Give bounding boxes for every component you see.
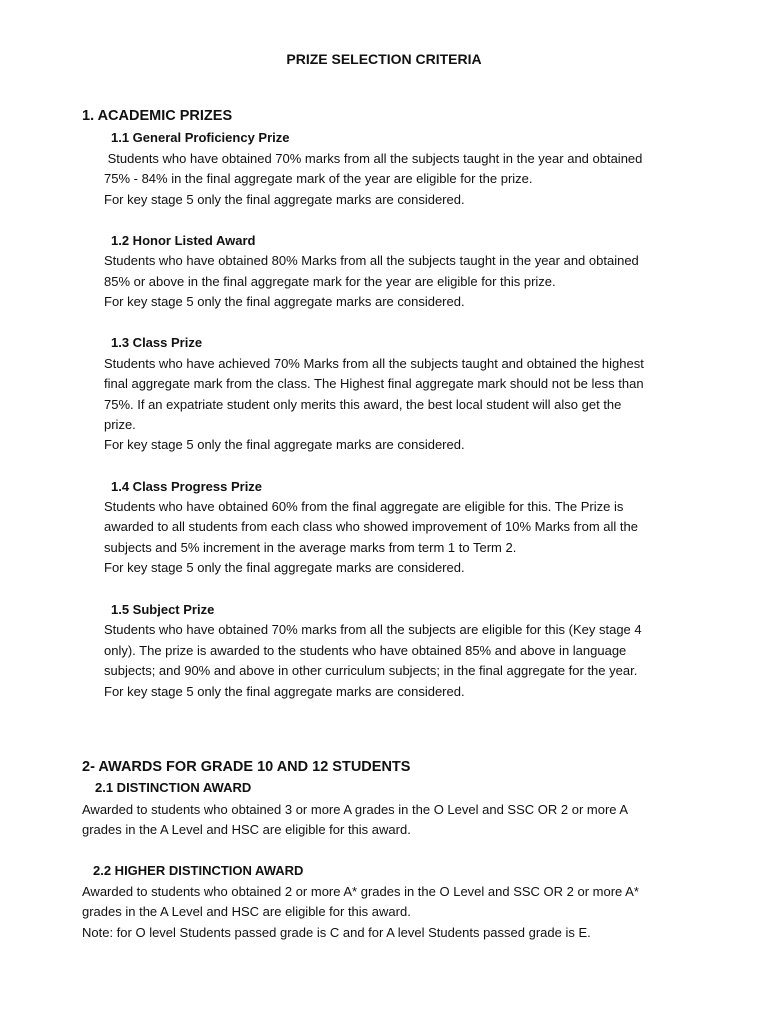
paragraph-line: Students who have obtained 70% marks from all the subjects are eligible for this (Key stage 4 [104,622,642,637]
paragraph-line: awarded to all students from each class who showed improvement of 10% Marks from all the [104,519,638,534]
paragraph-line: Note: for O level Students passed grade is C and for A level Students passed grade is E. [82,925,591,940]
page-title: PRIZE SELECTION CRITERIA [286,51,482,67]
subsection-2-2-heading: 2.2 HIGHER DISTINCTION AWARD [93,863,304,878]
subsection-1-4-heading: 1.4 Class Progress Prize [111,479,263,494]
paragraph-line: Students who have obtained 80% Marks from all the subjects taught in the year and obtained [104,253,639,268]
paragraph-line: grades in the A Level and HSC are eligible for this award. [82,904,411,919]
paragraph-line: Students who have obtained 60% from the final aggregate are eligible for this. The Prize is [104,499,624,514]
subsection-1-3-heading: 1.3 Class Prize [111,335,203,350]
paragraph-line: subjects; and 90% and above in other curriculum subjects; in the final aggregate for the year. [104,663,638,678]
paragraph-line: final aggregate mark from the class. The Highest final aggregate mark should not be less than [104,376,644,391]
paragraph-line: Students who have achieved 70% Marks from all the subjects taught and obtained the highest [104,356,644,371]
subsection-1-5-heading: 1.5 Subject Prize [111,602,215,617]
paragraph-line: grades in the A Level and HSC are eligible for this award. [82,822,411,837]
subsection-1-1-heading: 1.1 General Proficiency Prize [111,130,290,145]
paragraph-line: prize. [104,417,136,432]
subsection-2-1-heading: 2.1 DISTINCTION AWARD [95,780,252,795]
section-1-heading: 1. ACADEMIC PRIZES [82,108,233,124]
paragraph-line: For key stage 5 only the final aggregate marks are considered. [104,684,465,699]
paragraph-line: Awarded to students who obtained 2 or more A* grades in the O Level and SSC OR 2 or more A* [82,884,639,899]
subsection-1-2-heading: 1.2 Honor Listed Award [111,233,256,248]
section-2-heading: 2- AWARDS FOR GRADE 10 AND 12 STUDENTS [82,759,411,775]
paragraph-line: subjects and 5% increment in the average marks from term 1 to Term 2. [104,540,517,555]
paragraph-line: For key stage 5 only the final aggregate marks are considered. [104,192,465,207]
paragraph-line: only). The prize is awarded to the students who have obtained 85% and above in language [104,643,627,658]
paragraph-line: For key stage 5 only the final aggregate marks are considered. [104,560,465,575]
paragraph-line: 85% or above in the final aggregate mark for the year are eligible for this prize. [104,274,556,289]
paragraph-line: 75%. If an expatriate student only merits this award, the best local student will also get the [104,397,622,412]
paragraph-line: Awarded to students who obtained 3 or more A grades in the O Level and SSC OR 2 or more A [82,802,629,817]
paragraph-line: For key stage 5 only the final aggregate marks are considered. [104,294,465,309]
paragraph-line: 75% - 84% in the final aggregate mark of the year are eligible for the prize. [104,171,533,186]
paragraph-line: Students who have obtained 70% marks from all the subjects taught in the year and obtained [104,151,643,166]
paragraph-line: For key stage 5 only the final aggregate marks are considered. [104,437,465,452]
